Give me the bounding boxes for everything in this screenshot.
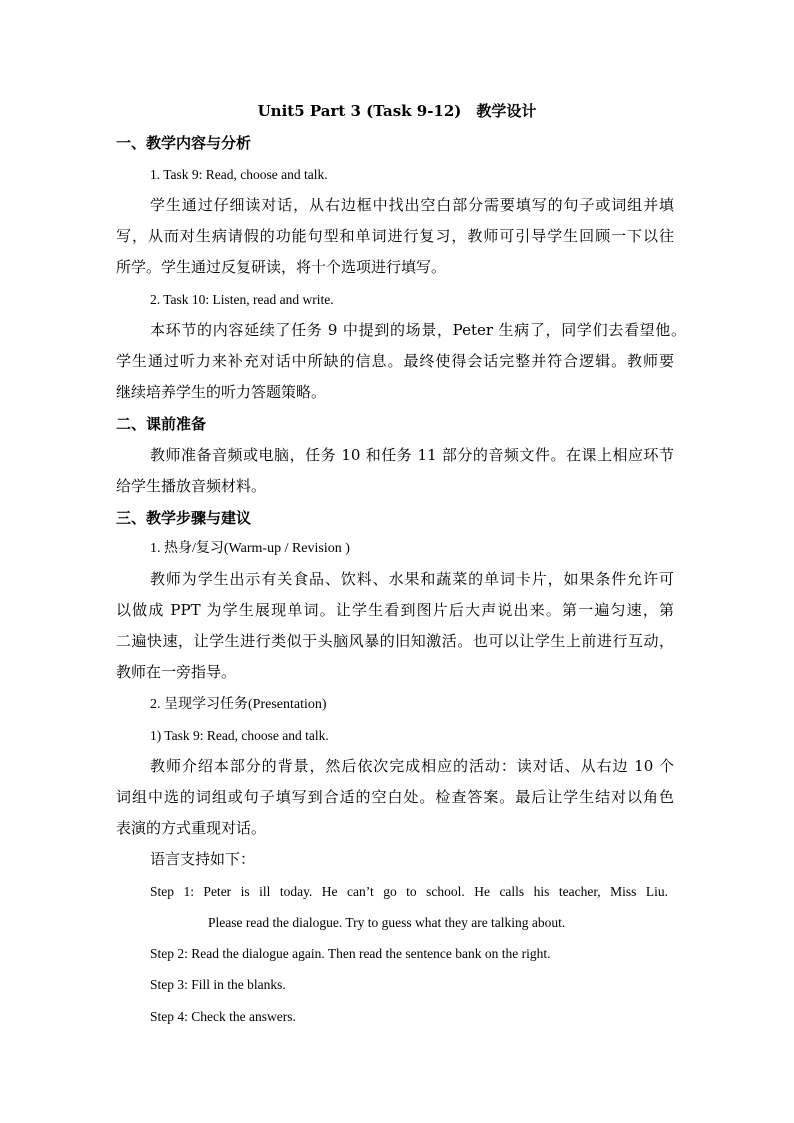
paragraph-line: 表演的方式重现对话。 xyxy=(116,819,267,837)
list-item-task9: 1. Task 9: Read, choose and talk. xyxy=(150,167,328,182)
section-heading-steps: 三、教学步骤与建议 xyxy=(116,509,252,527)
section-heading-content-analysis: 一、教学内容与分析 xyxy=(116,134,252,152)
list-item-warmup: 1. 热身/复习(Warm-up / Revision ) xyxy=(150,541,350,556)
paragraph-line: 学生通过仔细读对话，从右边框中找出空白部分需要填写的句子或词组并填 xyxy=(150,196,674,214)
paragraph-line: 学生通过听力来补充对话中所缺的信息。最终使得会话完整并符合逻辑。教师要 xyxy=(116,352,674,370)
step-2: Step 2: Read the dialogue again. Then read the sentence bank on the right. xyxy=(150,946,551,961)
paragraph-line: 二遍快速，让学生进行类似于头脑风暴的旧知激活。也可以让学生上前进行互动， xyxy=(116,632,674,650)
paragraph-line: 给学生播放音频材料。 xyxy=(116,477,267,495)
step-4: Step 4: Check the answers. xyxy=(150,1009,296,1024)
list-item-task9-sub: 1) Task 9: Read, choose and talk. xyxy=(150,728,329,743)
list-item-presentation: 2. 呈现学习任务(Presentation) xyxy=(150,697,327,712)
paragraph-line: 写，从而对生病请假的功能句型和单词进行复习，教师可引导学生回顾一下以往 xyxy=(116,227,674,245)
step-1-line-1: Step 1: Peter is ill today. He can’t go to school. He calls his teacher, Miss Liu. xyxy=(150,884,668,899)
paragraph-line: 本环节的内容延续了任务 9 中提到的场景，Peter 生病了，同学们去看望他。 xyxy=(150,321,686,339)
language-support-label: 语言支持如下： xyxy=(150,850,256,868)
paragraph-line: 教师在一旁指导。 xyxy=(116,663,237,681)
paragraph-line: 所学。学生通过反复研读，将十个选项进行填写。 xyxy=(116,258,447,276)
section-heading-preparation: 二、课前准备 xyxy=(116,415,207,433)
step-1-line-2: Please read the dialogue. Try to guess what they are talking about. xyxy=(208,915,566,930)
paragraph-line: 词组中选的词组或句子填写到合适的空白处。检查答案。最后让学生结对以角色 xyxy=(116,788,674,806)
step-3: Step 3: Fill in the blanks. xyxy=(150,977,286,992)
list-item-task10: 2. Task 10: Listen, read and write. xyxy=(150,292,334,307)
paragraph-line: 教师介绍本部分的背景，然后依次完成相应的活动：读对话、从右边 10 个 xyxy=(150,757,674,775)
paragraph-line: 以做成 PPT 为学生展现单词。让学生看到图片后大声说出来。第一遍匀速，第 xyxy=(116,601,674,619)
paragraph-line: 继续培养学生的听力答题策略。 xyxy=(116,383,327,401)
paragraph-line: 教师为学生出示有关食品、饮料、水果和蔬菜的单词卡片，如果条件允许可 xyxy=(150,570,674,588)
paragraph-line: 教师准备音频或电脑，任务 10 和任务 11 部分的音频文件。在课上相应环节 xyxy=(150,446,674,464)
document-title: Unit5 Part 3 (Task 9-12) 教学设计 xyxy=(257,102,537,120)
